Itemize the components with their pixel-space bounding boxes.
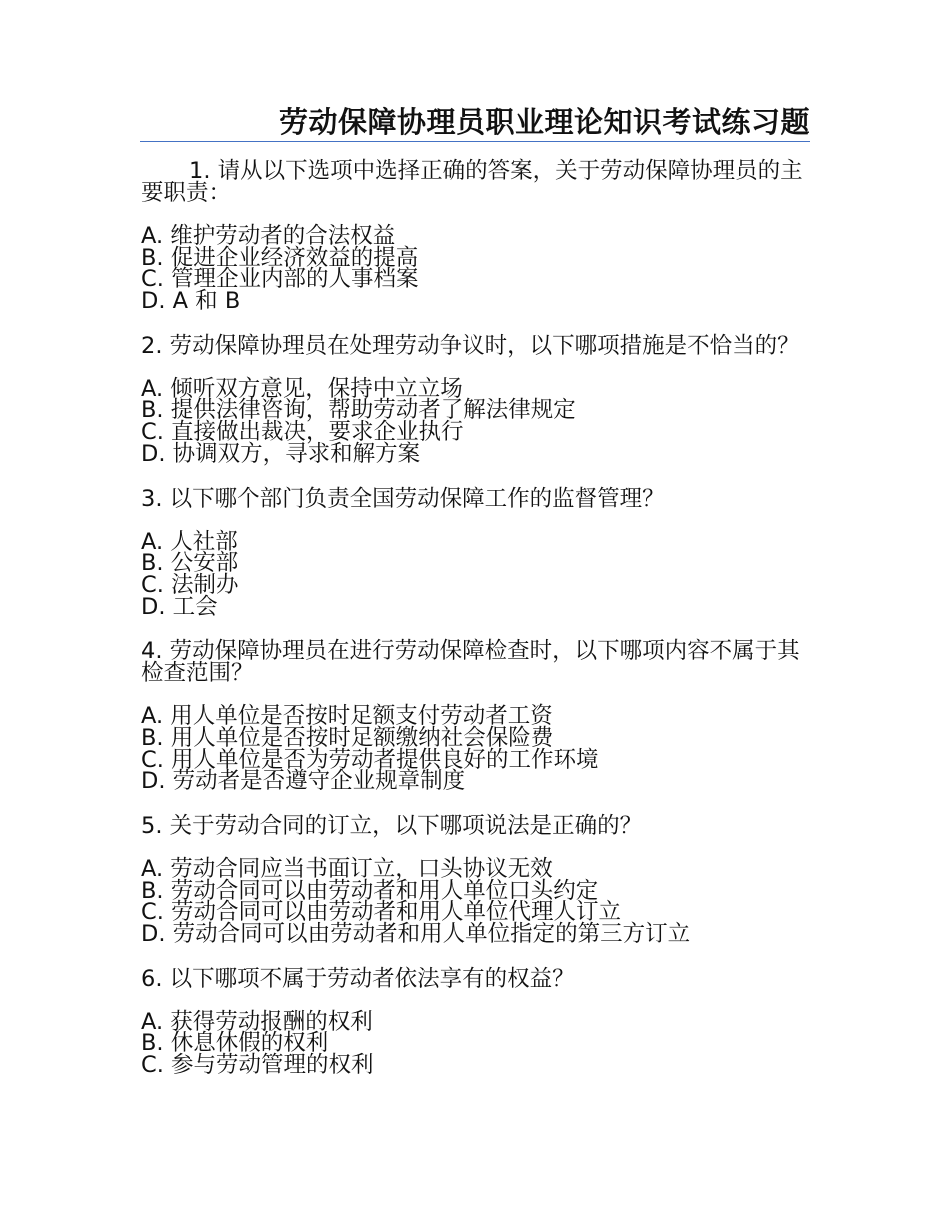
- question-text: 4. 劳动保障协理员在进行劳动保障检查时，以下哪项内容不属于其检查范围？: [141, 638, 800, 687]
- option-list: [141, 703, 811, 795]
- question-block: [141, 160, 811, 313]
- question-block: [141, 965, 811, 1079]
- option-list: [141, 223, 811, 315]
- question-list: [141, 160, 811, 1099]
- option-item: B. 公安部: [141, 550, 239, 577]
- option-item: C. 管理企业内部的人事档案: [141, 266, 419, 293]
- question-block: [141, 640, 811, 793]
- question-text: 1. 请从以下选项中选择正确的答案，关于劳动保障协理员的主要职责：: [141, 158, 803, 206]
- option-list: [141, 856, 811, 948]
- question-text: 6. 以下哪项不属于劳动者依法享有的权益？: [141, 965, 575, 992]
- question-block: [141, 485, 811, 620]
- question-text: 2. 劳动保障协理员在处理劳动争议时，以下哪项措施是不恰当的？: [141, 332, 800, 359]
- option-item: D. 协调双方，寻求和解方案: [141, 440, 421, 467]
- option-item: A. 获得劳动报酬的权利: [141, 1008, 373, 1035]
- option-item: B. 促进企业经济效益的提高: [141, 244, 419, 271]
- option-item: A. 倾听双方意见，保持中立立场: [141, 375, 463, 402]
- option-item: C. 直接做出裁决，要求企业执行: [141, 419, 464, 446]
- option-item: B. 用人单位是否按时足额缴纳社会保险费: [141, 724, 554, 751]
- option-item: A. 用人单位是否按时足额支付劳动者工资: [141, 703, 553, 730]
- option-list: [141, 528, 811, 620]
- question-block: [141, 332, 811, 467]
- option-item: A. 维护劳动者的合法权益: [141, 223, 396, 249]
- question-text: 5. 关于劳动合同的订立，以下哪项说法是正确的？: [141, 813, 643, 839]
- title-underline: [140, 141, 810, 142]
- option-list: [141, 375, 811, 467]
- option-list: [141, 1008, 811, 1079]
- document-title: 劳动保障协理员职业理论知识考试练习题: [278, 105, 810, 139]
- option-item: D. 劳动者是否遵守企业规章制度: [141, 768, 466, 795]
- option-item: C. 法制办: [141, 571, 239, 598]
- option-item: D. A 和 B: [141, 288, 241, 315]
- option-item: C. 用人单位是否为劳动者提供良好的工作环境: [141, 746, 599, 773]
- option-item: C. 参与劳动管理的权利: [141, 1052, 374, 1079]
- title-area: [140, 104, 810, 142]
- option-item: D. 工会: [141, 593, 218, 620]
- option-item: A. 人社部: [141, 528, 238, 555]
- option-item: A. 劳动合同应当书面订立，口头协议无效: [141, 856, 553, 882]
- option-item: C. 劳动合同可以由劳动者和用人单位代理人订立: [141, 899, 622, 926]
- question-block: [141, 815, 811, 946]
- option-item: B. 劳动合同可以由劳动者和用人单位口头约定: [141, 877, 599, 904]
- question-text: 3. 以下哪个部门负责全国劳动保障工作的监督管理？: [141, 485, 665, 512]
- option-item: B. 休息休假的权利: [141, 1030, 329, 1057]
- option-item: B. 提供法律咨询，帮助劳动者了解法律规定: [141, 397, 576, 424]
- option-item: D. 劳动合同可以由劳动者和用人单位指定的第三方订立: [141, 921, 691, 948]
